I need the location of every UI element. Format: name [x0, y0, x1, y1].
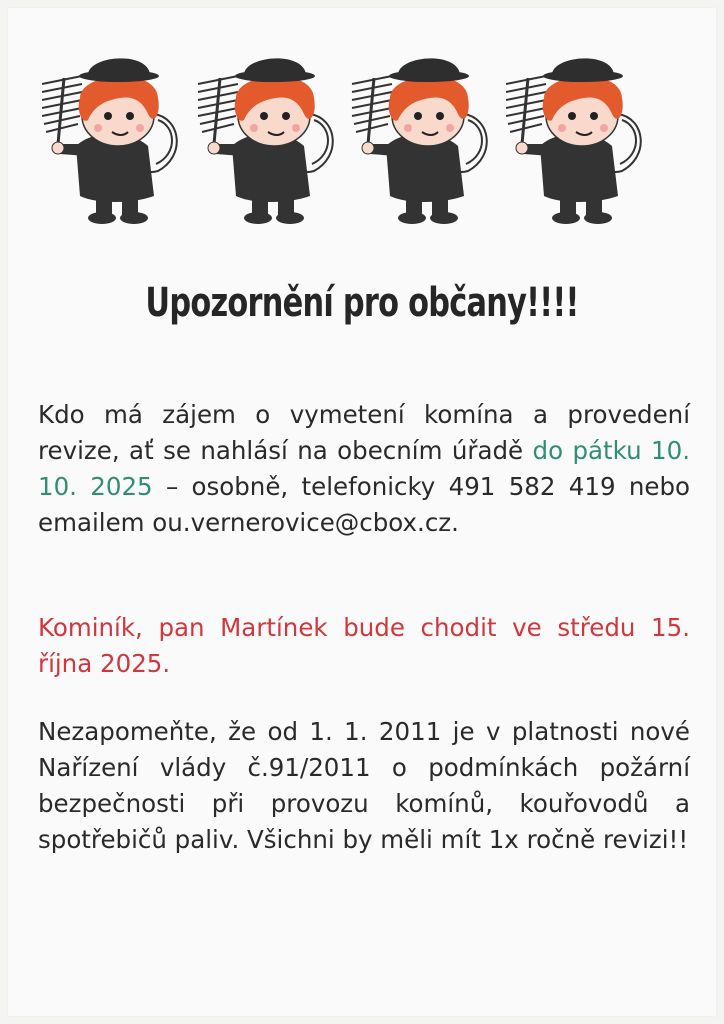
chimney-sweep-icon	[36, 36, 186, 226]
visit-date-paragraph: Kominík, pan Martínek bude chodit ve středu 15. října 2025.	[38, 613, 690, 678]
chimney-sweep-icon	[500, 36, 650, 226]
regulation-paragraph: Nezapomeňte, že od 1. 1. 2011 je v platnosti nové Nařízení vlády č.91/2011 o podmínkách požární bezpečnosti při provozu komínů, kouřovodů a spotřebičů paliv. Všichni by měli mít 1x ročně revizi!!	[38, 717, 690, 854]
contact-text: – osobně, telefonicky 491 582 419 nebo emailem ou.vernerovice@cbox.cz.	[38, 472, 690, 537]
deadline-highlight: do pátku 10. 10. 2025	[38, 436, 690, 501]
chimney-sweep-icon	[346, 36, 496, 226]
illustration-row	[36, 36, 656, 226]
page-title: Upozornění pro občany!!!!	[145, 280, 579, 326]
registration-paragraph	[38, 397, 690, 541]
registration-text: Kdo má zájem o vymetení komína a provedení revize, ať se nahlásí na obecním úřadě	[38, 400, 690, 465]
chimney-sweep-icon	[192, 36, 342, 226]
